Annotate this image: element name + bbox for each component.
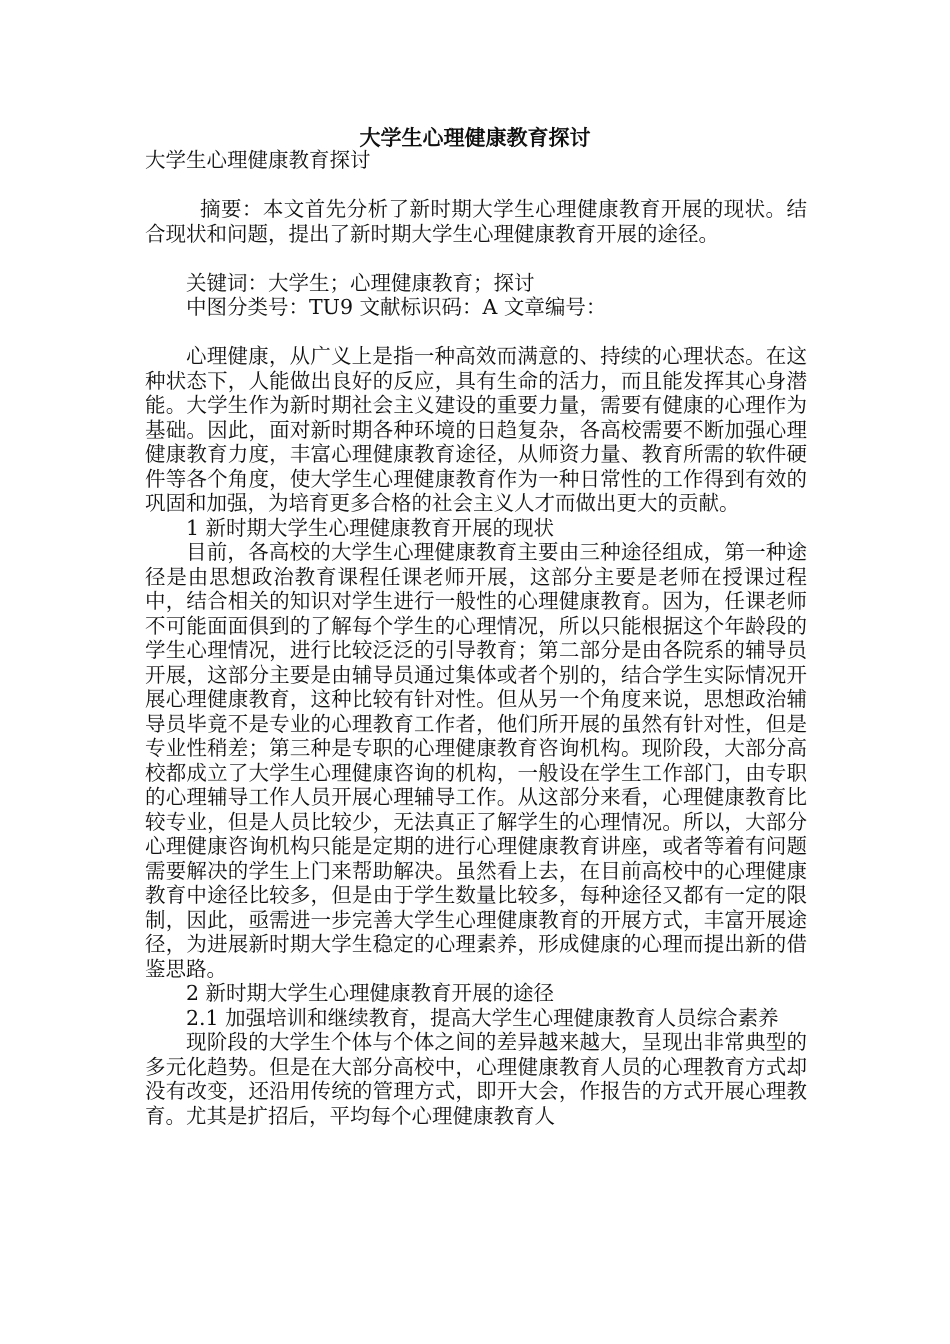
section-heading-2: 2 新时期大学生心理健康教育开展的途径 xyxy=(186,981,555,1005)
section-heading-1: 1 新时期大学生心理健康教育开展的现状 xyxy=(186,515,555,540)
document-subtitle: 大学生心理健康教育探讨 xyxy=(145,148,371,172)
body-paragraph-intro: 心理健康，从广义上是指一种高效而满意的、持续的心理状态。在这种状态下，人能做出良好的反应，具有生命的活力，而且能发挥其心身潜能。大学生作为新时期社会主义建设的重要力量，需要有健康的心理作为基础。因此，面对新时期各种环境的日趋复杂，各高校需要不断加强心理健康教育力度，丰富心理健康教育途径，从师资力量、教育所需的软件硬件等各个角度，使大学生心理健康教育作为一种日常性的工作得到有效的巩固和加强，为培育更多合格的社会主义人才而做出更大的贡献。 xyxy=(145,344,807,515)
document-title: 大学生心理健康教育探讨 xyxy=(359,126,591,150)
body-paragraph-training: 现阶段的大学生个体与个体之间的差异越来越大，呈现出非常典型的多元化趋势。但是在大部分高校中，心理健康教育人员的心理教育方式却没有改变，还沿用传统的管理方式，即开大会，作报告的方式开展心理教育。尤其是扩招后，平均每个心理健康教育人 xyxy=(145,1030,807,1128)
abstract-paragraph: 摘要：本文首先分析了新时期大学生心理健康教育开展的现状。结合现状和问题，提出了新时期大学生心理健康教育开展的途径。 xyxy=(145,197,807,246)
body-paragraph-status: 目前，各高校的大学生心理健康教育主要由三种途径组成，第一种途径是由思想政治教育课程任课老师开展，这部分主要是老师在授课过程中，结合相关的知识对学生进行一般性的心理健康教育。因为，任课老师不可能面面俱到的了解每个学生的心理情况，所以只能根据这个年龄段的学生心理情况，进行比较泛泛的引导教育；第二部分是由各院系的辅导员开展，这部分主要是由辅导员通过集体或者个别的，结合学生实际情况开展心理健康教育，这种比较有针对性。但从另一个角度来说，思想政治辅导员毕竟不是专业的心理教育工作者，他们所开展的虽然有针对性，但是专业性稍差；第三种是专职的心理健康教育咨询机构。现阶段，大部分高校都成立了大学生心理健康咨询的机构，一般设在学生工作部门，由专职的心理辅导工作人员开展心理辅导工作。从这部分来看，心理健康教育比较专业，但是人员比较少，无法真正了解学生的心理情况。所以，大部分心理健康咨询机构只能是定期的进行心理健康教育讲座，或者等着有问题需要解决的学生上门来帮助解决。虽然看上去，在目前高校中的心理健康教育中途径比较多，但是由于学生数量比较多，每种途径又都有一定的限制，因此，亟需进一步完善大学生心理健康教育的开展方式，丰富开展途径，为进展新时期大学生稳定的心理素养，形成健康的心理而提出新的借鉴思路。 xyxy=(145,540,807,981)
keywords-line: 关键词：大学生；心理健康教育；探讨 xyxy=(186,270,535,295)
classification-line: 中图分类号：TU9 文献标识码：A 文章编号： xyxy=(186,295,607,319)
document-body xyxy=(145,148,807,1128)
subsection-heading-2-1: 2.1 加强培训和继续教育，提高大学生心理健康教育人员综合素养 xyxy=(186,1005,779,1030)
